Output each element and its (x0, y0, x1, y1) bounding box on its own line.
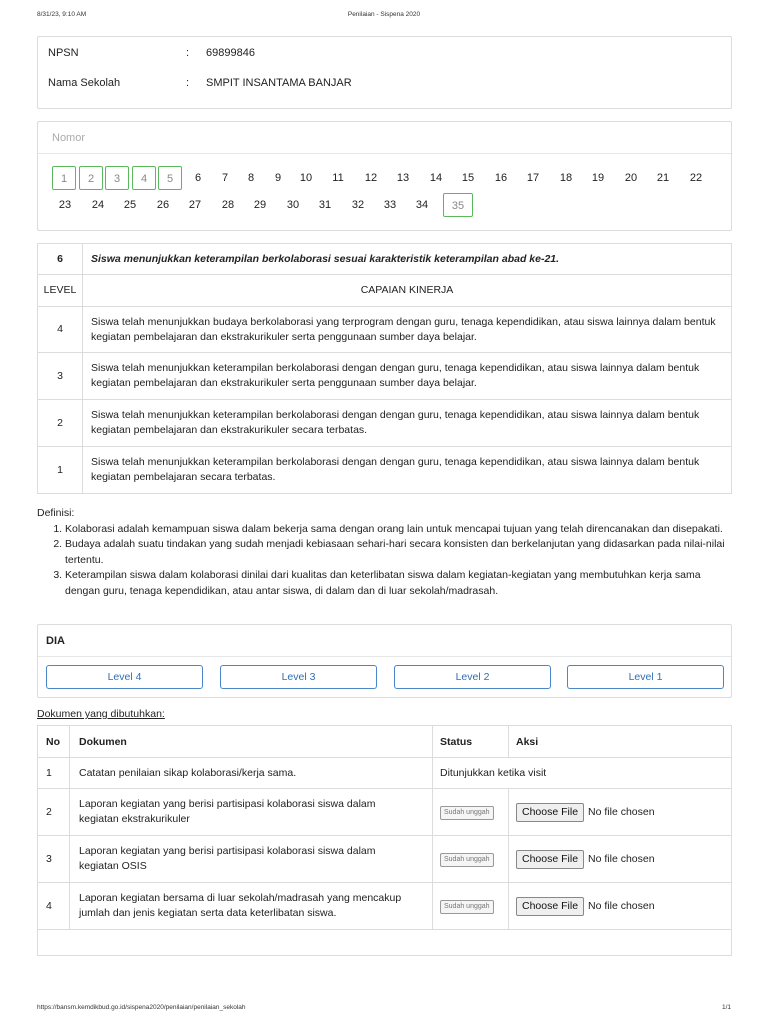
nomor-item-4[interactable]: 4 (132, 166, 156, 190)
school-name-label: Nama Sekolah (48, 77, 121, 89)
nomor-item-16[interactable]: 16 (494, 172, 508, 184)
documents-title: Dokumen yang dibutuhkan: (37, 708, 165, 720)
rubric-statement: Siswa menunjukkan keterampilan berkolaborasi sesuai karakteristik keterampilan abad ke-21. (83, 244, 732, 275)
nomor-item-10[interactable]: 10 (299, 172, 313, 184)
file-chosen-text: No file chosen (588, 899, 655, 912)
rubric-level: 2 (38, 400, 83, 447)
doc-action (509, 883, 732, 930)
level-header: LEVEL (38, 275, 83, 307)
level-4-button[interactable]: Level 4 (46, 665, 203, 689)
nomor-header (38, 122, 731, 154)
nomor-item-33[interactable]: 33 (383, 199, 397, 211)
nomor-item-35[interactable]: 35 (443, 193, 473, 217)
definition-label: Definisi: (37, 507, 75, 519)
nomor-item-23[interactable]: 23 (58, 199, 72, 211)
print-footer (37, 1004, 731, 1011)
doc-name: Laporan kegiatan bersama di luar sekolah/madrasah yang mencakup jumlah dan jenis kegiatan serta data keterlibatan siswa. (70, 883, 433, 930)
rubric-row (38, 400, 732, 447)
file-chosen-text: No file chosen (588, 852, 655, 865)
rubric-header-row (38, 275, 732, 307)
npsn-label: NPSN (48, 47, 79, 59)
nomor-item-8[interactable]: 8 (247, 172, 255, 184)
print-header (37, 11, 731, 21)
nomor-heading: Nomor (52, 132, 86, 144)
npsn-value: 69899846 (206, 47, 255, 59)
definition-item: 3. Keterampilan siswa dalam kolaborasi dinilai dari kualitas dan keterlibatan siswa dalam kegiatan-kegiatan yang membutuhkan kerja sama dengan guru, tenaga kependidikan, atau antar siswa, di dalam dan di luar sekolah/madrasah. (65, 568, 732, 599)
choose-file-button[interactable]: Choose File (516, 803, 584, 822)
status-badge: Sudah unggah (440, 853, 494, 867)
rubric-description: Siswa telah menunjukkan keterampilan berkolaborasi dengan dengan guru, tenaga kependidikan, atau siswa lainnya dalam bentuk kegiatan pembelajaran secara terbatas. (83, 447, 732, 494)
col-dokumen: Dokumen (70, 726, 433, 758)
nomor-item-1[interactable]: 1 (52, 166, 76, 190)
doc-status (433, 789, 509, 836)
footer-page: 1/1 (721, 1004, 731, 1011)
npsn-separator: : (186, 47, 190, 59)
nomor-item-15[interactable]: 15 (461, 172, 475, 184)
definition-section (37, 506, 732, 599)
nomor-item-20[interactable]: 20 (624, 172, 638, 184)
level-3-button[interactable]: Level 3 (220, 665, 377, 689)
rubric-level: 4 (38, 307, 83, 353)
nomor-item-18[interactable]: 18 (559, 172, 573, 184)
nomor-item-34[interactable]: 34 (415, 199, 429, 211)
dia-header (38, 625, 731, 657)
nomor-item-14[interactable]: 14 (429, 172, 443, 184)
nomor-item-5[interactable]: 5 (158, 166, 182, 190)
rubric-table (37, 243, 732, 494)
doc-status-text: Ditunjukkan ketika visit (433, 758, 732, 789)
rubric-row (38, 353, 732, 400)
doc-no: 3 (38, 836, 70, 883)
print-title: Penilaian - Sispena 2020 (347, 11, 421, 18)
doc-status (433, 836, 509, 883)
dia-heading: DIA (46, 635, 65, 647)
rubric-description: Siswa telah menunjukkan budaya berkolaborasi yang terprogram dengan guru, tenaga kependidikan, atau siswa lainnya dalam bentuk kegiatan pembelajaran dan ekstrakurikuler serta penggunaan sumber daya belajar. (83, 307, 732, 353)
empty-row (38, 930, 732, 956)
doc-name: Laporan kegiatan yang berisi partisipasi kolaborasi siswa dalam kegiatan ekstrakurikuler (70, 789, 433, 836)
rubric-title-row (38, 244, 732, 275)
school-name-separator: : (186, 77, 190, 89)
nomor-item-25[interactable]: 25 (123, 199, 137, 211)
doc-no: 1 (38, 758, 70, 789)
rubric-description: Siswa telah menunjukkan keterampilan berkolaborasi dengan dengan guru, tenaga kependidikan, atau siswa lainnya dalam bentuk kegiatan pembelajaran dan ekstrakurikuler serta penggunaan sumber daya belajar. (83, 353, 732, 400)
col-status: Status (433, 726, 509, 758)
choose-file-button[interactable]: Choose File (516, 897, 584, 916)
doc-name: Laporan kegiatan yang berisi partisipasi kolaborasi siswa dalam kegiatan OSIS (70, 836, 433, 883)
definition-list (65, 522, 732, 600)
school-name-value: SMPIT INSANTAMA BANJAR (206, 77, 352, 89)
rubric-row (38, 307, 732, 353)
nomor-item-22[interactable]: 22 (689, 172, 703, 184)
nomor-item-29[interactable]: 29 (253, 199, 267, 211)
doc-action (509, 789, 732, 836)
kinerja-header: CAPAIAN KINERJA (83, 275, 732, 307)
rubric-description: Siswa telah menunjukkan keterampilan berkolaborasi dengan dengan guru, tenaga kependidikan, atau siswa lainnya dalam bentuk kegiatan pembelajaran dan ekstrakurikuler secara terbatas. (83, 400, 732, 447)
definition-item: 1. Kolaborasi adalah kemampuan siswa dalam bekerja sama dengan orang lain untuk mencapai tujuan yang telah direncanakan dan disepakati. (65, 522, 732, 538)
choose-file-button[interactable]: Choose File (516, 850, 584, 869)
school-info-card (37, 36, 732, 109)
nomor-item-12[interactable]: 12 (364, 172, 378, 184)
nomor-item-17[interactable]: 17 (526, 172, 540, 184)
col-no: No (38, 726, 70, 758)
table-row (38, 836, 732, 883)
footer-url: https://bansm.kemdikbud.go.id/sispena2020/penilaian/penilaian_sekolah (37, 1004, 246, 1011)
status-badge: Sudah unggah (440, 900, 494, 914)
empty-cell (38, 930, 732, 956)
nomor-item-27[interactable]: 27 (188, 199, 202, 211)
nomor-item-6[interactable]: 6 (194, 172, 202, 184)
nomor-item-30[interactable]: 30 (286, 199, 300, 211)
table-row (38, 758, 732, 789)
level-1-button[interactable]: Level 1 (567, 665, 724, 689)
status-badge: Sudah unggah (440, 806, 494, 820)
documents-header-row (38, 726, 732, 758)
nomor-item-26[interactable]: 26 (156, 199, 170, 211)
nomor-item-3[interactable]: 3 (105, 166, 129, 190)
nomor-item-21[interactable]: 21 (656, 172, 670, 184)
nomor-item-7[interactable]: 7 (221, 172, 229, 184)
nomor-item-24[interactable]: 24 (91, 199, 105, 211)
table-row (38, 789, 732, 836)
nomor-item-32[interactable]: 32 (351, 199, 365, 211)
nomor-item-28[interactable]: 28 (221, 199, 235, 211)
file-chosen-text: No file chosen (588, 805, 655, 818)
nomor-item-9[interactable]: 9 (274, 172, 282, 184)
table-row (38, 883, 732, 930)
doc-no: 4 (38, 883, 70, 930)
rubric-number: 6 (38, 244, 83, 275)
doc-action (509, 836, 732, 883)
doc-no: 2 (38, 789, 70, 836)
nomor-item-11[interactable]: 11 (332, 172, 344, 184)
nomor-item-19[interactable]: 19 (591, 172, 605, 184)
nomor-item-2[interactable]: 2 (79, 166, 103, 190)
definition-item: 2. Budaya adalah suatu tindakan yang sudah menjadi kebiasaan sehari-hari secara konsisten dan berkelanjutan yang didasarkan pada nilai-nilai tertentu. (65, 537, 732, 568)
doc-status (433, 883, 509, 930)
rubric-row (38, 447, 732, 494)
col-aksi: Aksi (509, 726, 732, 758)
rubric-level: 1 (38, 447, 83, 494)
nomor-item-31[interactable]: 31 (318, 199, 332, 211)
print-date: 8/31/23, 9:10 AM (37, 11, 87, 18)
nomor-card (37, 121, 732, 231)
doc-name: Catatan penilaian sikap kolaborasi/kerja sama. (70, 758, 433, 789)
rubric-level: 3 (38, 353, 83, 400)
level-2-button[interactable]: Level 2 (394, 665, 551, 689)
dia-card (37, 624, 732, 698)
nomor-item-13[interactable]: 13 (396, 172, 410, 184)
documents-table (37, 725, 732, 956)
